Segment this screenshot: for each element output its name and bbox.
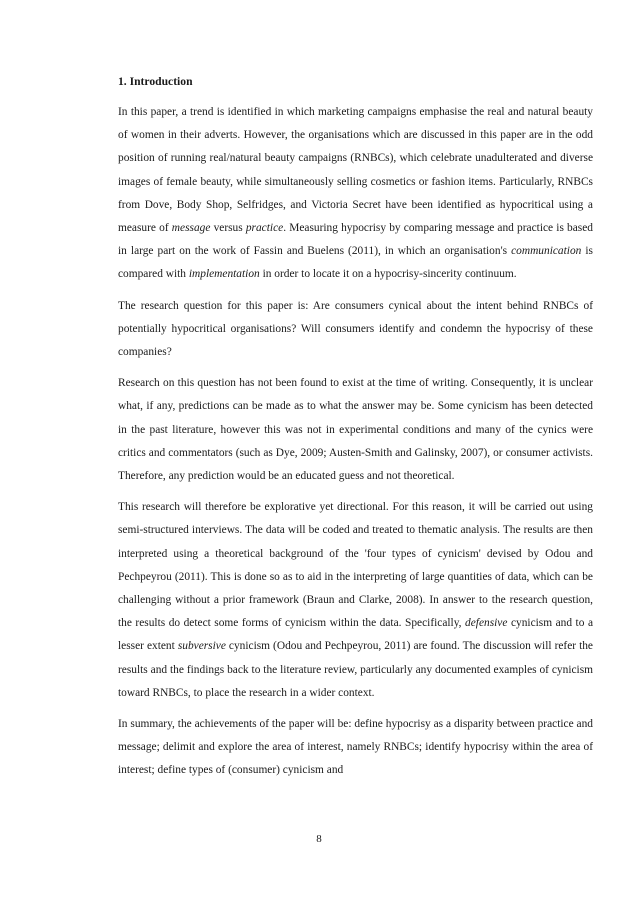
paragraph-1-term-practice: practice xyxy=(245,222,284,235)
paragraph-4-term-subversive: subversive xyxy=(177,640,226,653)
page-body xyxy=(118,70,593,791)
paragraph-4 xyxy=(118,496,593,705)
page-number: 8 xyxy=(316,833,322,845)
paragraph-1 xyxy=(118,101,593,287)
paragraph-1-text-e: . Measuring hypocrisy by comparing message and practice is based in large part on the work of Fassin and Buelens (2011), in which an organisation's xyxy=(118,222,593,258)
paragraph-1-text-g: is compared with xyxy=(118,245,593,281)
paragraph-1-term-message: message xyxy=(171,222,211,235)
paragraph-3: Research on this question has not been found to exist at the time of writing. Consequently, it is unclear what, if any, predictions can be made as to what the answer may be. Some cynicism has been detected in the past literature, however this was not in experimental conditions and many of the cynics were critics and commentators (such as Dye, 2009; Austen-Smith and Galinsky, 2007), or consumer activists. Therefore, any prediction would be an educated guess and not theoretical. xyxy=(118,377,593,483)
paragraph-1-text-a: In this paper, a trend is identified in which marketing campaigns emphasise the real and natural beauty of women in their adverts. However, the organisations which are discussed in this paper are in the odd position of running real/natural beauty campaigns (RNBCs), which celebrate unadulterated and diverse images of female beauty, while simultaneously selling cosmetics or fashion items. Particularly, RNBCs from Dove, Body Shop, Selfridges, and Victoria Secret have been identified as hypocritical using a measure of xyxy=(118,106,593,235)
section-heading: 1. Introduction xyxy=(118,75,193,88)
paragraph-4-text-e: cynicism (Odou and Pechpeyrou, 2011) are found. The discussion will refer the results and the findings back to the literature review, particularly any documented examples of cynicism toward RNBCs, to place the research in a wider context. xyxy=(118,640,593,699)
paragraph-2: The research question for this paper is: Are consumers cynical about the intent behind RNBCs of potentially hypocritical organisations? Will consumers identify and condemn the hypocrisy of these companies? xyxy=(118,299,593,359)
paragraph-4-text-c: cynicism and to a lesser extent xyxy=(118,617,593,653)
paragraph-1-text-i: in order to locate it on a hypocrisy-sincerity continuum. xyxy=(259,268,517,281)
paragraph-1-term-communication: communication xyxy=(511,245,582,258)
paragraph-1-text-c: versus xyxy=(210,222,246,235)
paragraph-1-term-implementation: implementation xyxy=(188,268,260,281)
paragraph-4-text-a: This research will therefore be explorative yet directional. For this reason, it will be carried out using semi-structured interviews. The data will be coded and treated to thematic analysis. The results are then interpreted using a theoretical background of the 'four types of cynicism' devised by Odou and Pechpeyrou (2011). This is done so as to aid in the interpreting of large quantities of data, which can be challenging without a prior framework (Braun and Clarke, 2008). In answer to the research question, the results do detect some forms of cynicism within the data. Specifically, xyxy=(118,501,593,630)
paragraph-5: In summary, the achievements of the paper will be: define hypocrisy as a disparity between practice and message; delimit and explore the area of interest, namely RNBCs; identify hypocrisy within the area of interest; define types of (consumer) cynicism and xyxy=(118,718,593,777)
paragraph-4-term-defensive: defensive xyxy=(465,617,508,630)
